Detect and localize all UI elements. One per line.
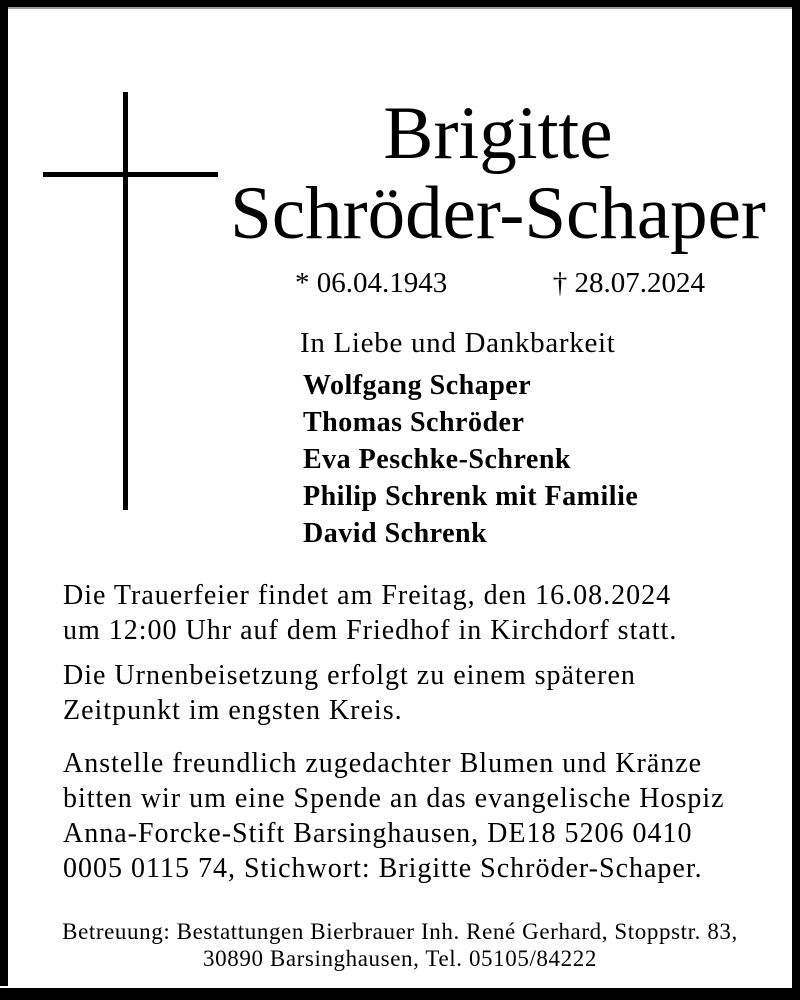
funeral-home-info <box>0 918 800 972</box>
condolence-intro: In Liebe und Dankbarkeit <box>300 327 616 359</box>
mourner-name: Thomas Schröder <box>303 407 525 438</box>
text-line: 0005 0115 74, Stichwort: Brigitte Schröder-Schaper. <box>63 853 703 884</box>
scan-border-top <box>0 0 800 7</box>
text-line: Anna-Forcke-Stift Barsinghausen, DE18 5206 0410 <box>63 818 693 849</box>
mourners-list <box>303 367 638 552</box>
mourner-name: David Schrenk <box>303 518 488 549</box>
text-line: Anstelle freundlich zugedachter Blumen und Kränze <box>63 748 703 779</box>
scan-border-top-shadow <box>0 7 800 9</box>
text-line: Zeitpunkt im engsten Kreis. <box>63 695 403 726</box>
deceased-family-name: Schröder-Schaper <box>230 172 766 255</box>
deceased-name <box>198 94 798 254</box>
urn-burial-announcement <box>63 658 636 728</box>
life-dates <box>295 268 705 298</box>
scan-border-bottom <box>0 988 800 1000</box>
text-line: Die Trauerfeier findet am Freitag, den 16.08.2024 <box>63 580 672 611</box>
mourner-name: Eva Peschke-Schrenk <box>303 444 571 475</box>
text-line: um 12:00 Uhr auf dem Friedhof in Kirchdorf statt. <box>63 615 678 646</box>
mourner-name: Philip Schrenk mit Familie <box>303 481 639 512</box>
deceased-first-name: Brigitte <box>383 92 613 175</box>
cross-horizontal-bar <box>43 172 218 177</box>
funeral-announcement <box>63 578 677 648</box>
cross-vertical-bar <box>123 92 128 510</box>
text-line: 30890 Barsinghausen, Tel. 05105/84222 <box>203 946 597 971</box>
text-line: bitten wir um eine Spende an das evangelische Hospiz <box>63 783 725 814</box>
donation-request <box>63 746 725 886</box>
death-date: † 28.07.2024 <box>552 267 705 299</box>
text-line: Die Urnenbeisetzung erfolgt zu einem späteren <box>63 660 636 691</box>
text-line: Betreuung: Bestattungen Bierbrauer Inh. René Gerhard, Stoppstr. 83, <box>62 919 738 944</box>
mourner-name: Wolfgang Schaper <box>303 370 532 401</box>
birth-date: * 06.04.1943 <box>295 267 448 299</box>
scan-border-left <box>0 0 8 986</box>
